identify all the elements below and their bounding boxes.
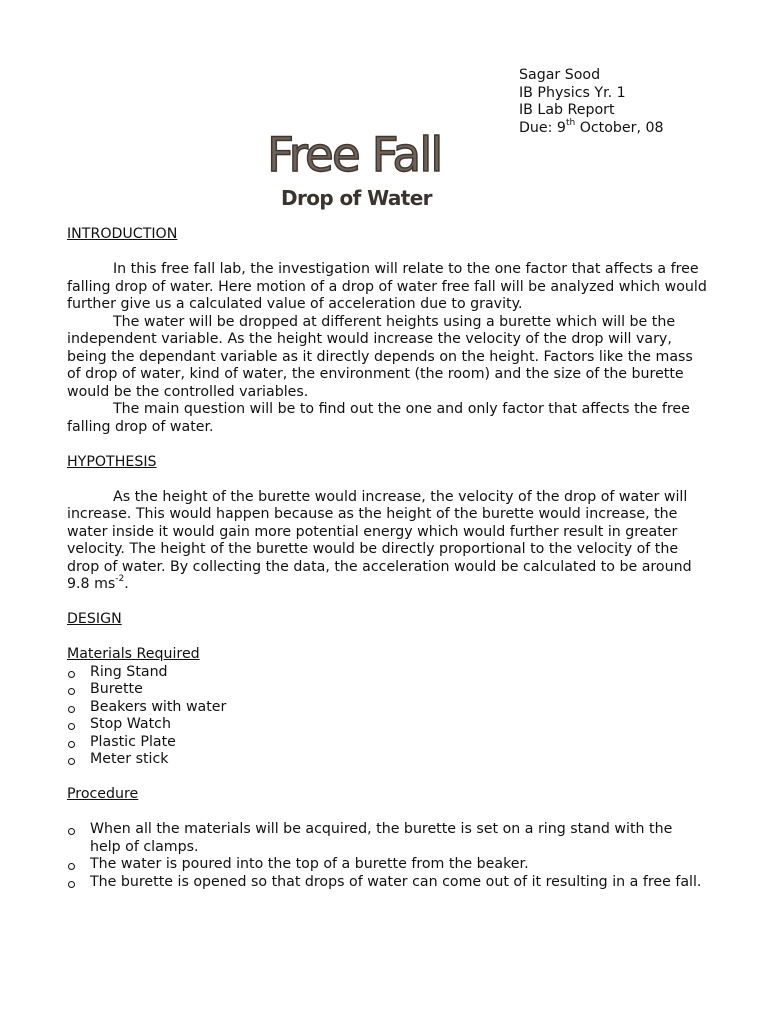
hollow-bullet-icon (68, 706, 75, 713)
list-item: Meter stick (67, 751, 707, 769)
hollow-bullet-icon (68, 828, 75, 835)
hollow-bullet-icon (68, 671, 75, 678)
document-subtitle: Drop of Water (281, 186, 432, 210)
list-item: The burette is opened so that drops of water can come out of it resulting in a free fall. (67, 874, 707, 892)
introduction-paragraph-1: In this free fall lab, the investigation will relate to the one factor that affects a free falling drop of water. Here motion of a drop of water free fall will be analyzed which would further give us a calculated value of acceleration due to gravity. (67, 261, 707, 312)
list-item: When all the materials will be acquired, the burette is set on a ring stand with the help of clamps. (67, 821, 707, 856)
due-date (519, 120, 664, 138)
list-item: Plastic Plate (67, 734, 707, 752)
list-item: Burette (67, 681, 707, 699)
hypothesis-heading: HYPOTHESIS (67, 453, 157, 470)
materials-list (67, 664, 707, 769)
hollow-bullet-icon (68, 758, 75, 765)
list-item: The water is poured into the top of a burette from the beaker. (67, 856, 707, 874)
author-header (519, 67, 664, 137)
hollow-bullet-icon (68, 688, 75, 695)
introduction-heading: INTRODUCTION (67, 226, 178, 242)
hollow-bullet-icon (68, 723, 75, 730)
hollow-bullet-icon (68, 881, 75, 888)
author-name: Sagar Sood (519, 67, 601, 83)
materials-heading: Materials Required (67, 646, 200, 662)
introduction-paragraph-3: The main question will be to find out the one and only factor that affects the free falling drop of water. (67, 401, 690, 435)
report-type: IB Lab Report (519, 102, 615, 119)
document-title: Free Fall (267, 128, 442, 183)
due-date-prefix: Due: 9 (519, 119, 566, 136)
procedure-heading: Procedure (67, 786, 139, 802)
hypothesis-paragraph: As the height of the burette would increase, the velocity of the drop of water will increase. This would happen because as the height of the burette would increase, the water inside it would gain more potential energy which would further result in greater velocity. The height of the burette would be directly proportional to the velocity of the drop of water. By collecting the data, the acceleration would be calculated to be around 9.8 $ms^{-2}$. (67, 488, 692, 592)
due-date-suffix: October, 08 (575, 119, 664, 136)
hollow-bullet-icon (68, 863, 75, 870)
procedure-list (67, 821, 707, 891)
hypothesis-superscript: -2 (115, 574, 125, 585)
list-item: Ring Stand (67, 664, 707, 682)
course-name: IB Physics Yr. 1 (519, 84, 626, 101)
design-heading: DESIGN (67, 611, 122, 627)
list-item: Beakers with water (67, 699, 707, 717)
due-date-superscript: th (565, 118, 576, 129)
list-item: Stop Watch (67, 716, 707, 734)
hollow-bullet-icon (68, 741, 75, 748)
introduction-paragraph-2: The water will be dropped at different heights using a burette which will be the independent variable. As the height would increase the velocity of the drop will vary, being the dependant variable as it directly depends on the height. Factors like the mass of drop of water, kind of water, the environment (the room) and the size of the burette would be the controlled variables. (67, 313, 693, 400)
document-body (67, 226, 707, 891)
